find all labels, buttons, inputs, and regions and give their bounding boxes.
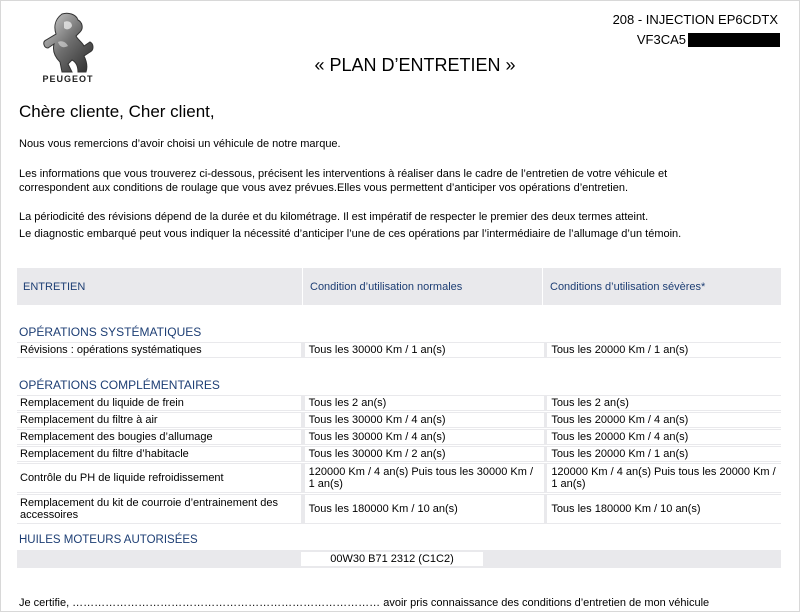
section-title-systematic: OPÉRATIONS SYSTÉMATIQUES [19,325,202,339]
row-normal: Tous les 2 an(s) [305,396,545,410]
page-title: « PLAN D’ENTRETIEN » [314,55,516,75]
paragraph-periodicity [19,211,779,241]
row-severe: Tous les 2 an(s) [547,396,781,410]
peugeot-logo [26,12,110,92]
paragraph-thanks: Nous vous remercions d’avoir choisi un véhicule de notre marque. [19,138,341,150]
certification-line: Je certifie, ………………………………………………………………………… avoir pris connaissance des conditions d’entretien de mon véhicule [19,597,710,609]
row-label: Remplacement du filtre à air [17,413,301,427]
row-severe: Tous les 20000 Km / 4 an(s) [547,413,781,427]
paragraph-periodicity-line: La périodicité des révisions dépend de la durée et du kilométrage. Il est impératif de respecter le premier des deux termes atteint. [19,211,649,223]
row-normal: Tous les 180000 Km / 10 an(s) [305,495,545,523]
row-normal: Tous les 30000 Km / 1 an(s) [305,343,545,357]
complementary-rows [17,395,781,525]
row-normal: Tous les 30000 Km / 4 an(s) [305,413,545,427]
section-title-oils: HUILES MOTEURS AUTORISÉES [19,534,198,546]
table-row [17,342,781,359]
column-header-normal: Condition d’utilisation normales [303,268,543,305]
table-row [17,429,781,446]
table-header [17,268,781,305]
row-label: Remplacement du liquide de frein [17,396,301,410]
paragraph-info-line: correspondent aux conditions de roulage que vous avez prévues.Elles vous permettent d’anticiper vos opérations d’entretien. [19,181,629,194]
vin [637,32,780,47]
greeting: Chère cliente, Cher client, [19,102,215,121]
vin-redaction [688,33,780,47]
row-label: Remplacement des bougies d’allumage [17,430,301,444]
oil-row [17,550,781,568]
row-label: Contrôle du PH de liquide refroidissement [17,464,301,492]
row-severe: Tous les 180000 Km / 10 an(s) [547,495,781,523]
row-severe: Tous les 20000 Km / 1 an(s) [547,343,781,357]
row-label: Remplacement du kit de courroie d’entrainement des accessoires [17,495,301,523]
table-row [17,395,781,412]
row-severe: Tous les 20000 Km / 4 an(s) [547,430,781,444]
row-normal: Tous les 30000 Km / 2 an(s) [305,447,545,461]
paragraph-diagnostic-line: Le diagnostic embarqué peut vous indiquer la nécessité d’anticiper l’une de ces opérations par l’intermédiaire de l’allumage d’un témoin. [19,227,682,240]
row-label: Remplacement du filtre d’habitacle [17,447,301,461]
column-header-maintenance: ENTRETIEN [17,268,303,305]
column-header-severe: Conditions d’utilisation sévères* [550,280,706,293]
vin-prefix: VF3CA5 [636,32,686,47]
row-severe: 120000 Km / 4 an(s) Puis tous les 20000 Km / 1 an(s) [547,464,781,492]
table-row [17,412,781,429]
row-normal: Tous les 30000 Km / 4 an(s) [305,430,545,444]
table-row [17,463,781,494]
row-severe: Tous les 20000 Km / 1 an(s) [547,447,781,461]
row-label: Révisions : opérations systématiques [17,343,301,357]
row-normal: 120000 Km / 4 an(s) Puis tous les 30000 Km / 1 an(s) [305,464,545,492]
oil-spec: 00W30 B71 2312 (C1C2) [301,552,483,566]
vehicle-model: 208 - INJECTION EP6CDTX [612,12,778,27]
paragraph-info [19,168,779,195]
table-row [17,446,781,463]
paragraph-info-line: Les informations que vous trouverez ci-dessous, précisent les interventions à réaliser dans le cadre de l’entretien de votre véhicule et [19,168,668,180]
section-title-complementary: OPÉRATIONS COMPLÉMENTAIRES [19,378,220,392]
table-row [17,494,781,525]
brand-name: PEUGEOT [42,74,94,84]
systematic-rows [17,342,781,359]
